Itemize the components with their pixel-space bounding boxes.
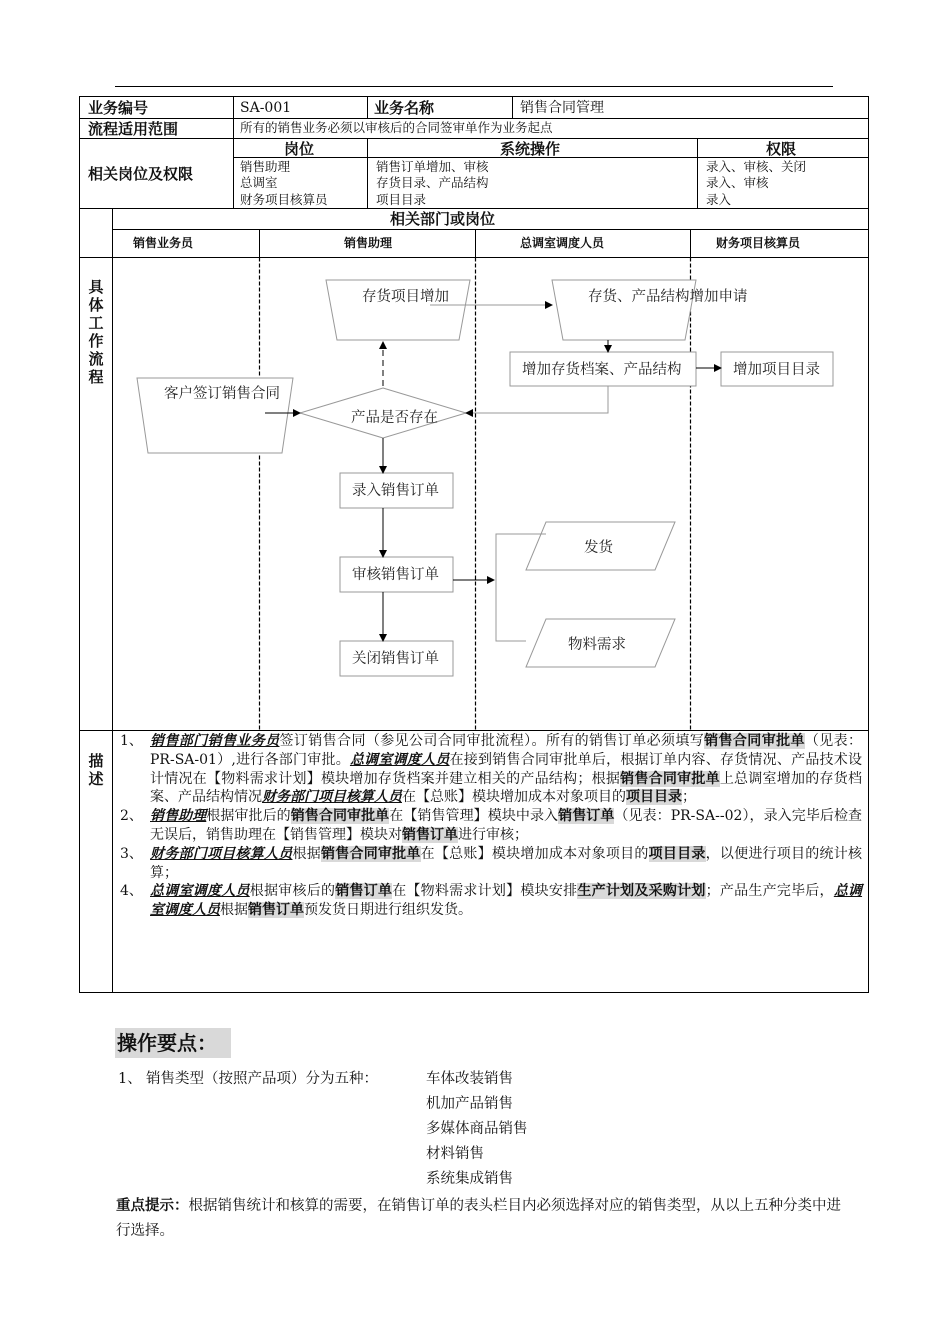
- text-segment: 上总调室增加的存货档案、产品结构情况: [150, 770, 863, 806]
- key-tip-text: 根据销售统计和核算的需要，在销售订单的表头栏目内必须选择对应的销售类型，从以上五种分类中进行选择。: [116, 1198, 841, 1239]
- text-segment: 根据: [292, 845, 321, 862]
- document-highlight: 销售合同审批单: [704, 733, 805, 749]
- role-op-1: 存货目录、产品结构: [376, 175, 489, 190]
- description-item: [120, 807, 862, 845]
- node-enter-order: 录入销售订单: [352, 483, 439, 499]
- ops-item-label: 销售类型（按照产品项）分为五种：: [146, 1071, 378, 1087]
- document-highlight: 生产计划及采购计划: [577, 883, 706, 900]
- text-segment: 在接到销售合同审批单后，根据订单内容、存货情况、产品技术设计情况在【物料需求计划】模块增加存货档案并建立相关的产品结构；根据: [150, 751, 863, 787]
- description-item-text: [150, 807, 862, 845]
- description-item-text: [150, 845, 862, 883]
- document-highlight: 销售订单: [402, 826, 458, 843]
- lane-header-assistant: 销售助理: [344, 236, 393, 250]
- text-segment: 在【销售管理】模块中录入: [389, 808, 559, 825]
- text-segment: ，以便进行项目的统计核算；: [150, 845, 863, 881]
- ops-title: 操作要点：: [115, 1028, 231, 1058]
- col-op-header: 系统操作: [500, 140, 561, 158]
- role-emphasis: 总调室调度人员: [150, 883, 863, 919]
- key-tip-label: 重点提示：: [116, 1197, 189, 1214]
- document-highlight: 销售合同审批单: [620, 770, 720, 787]
- node-add-project: 增加项目目录: [733, 362, 820, 378]
- text-segment: 在【总账】模块增加成本对象项目的: [402, 789, 626, 806]
- text-segment: 根据审核后的: [249, 883, 336, 900]
- role-emphasis: 总调室调度人员: [349, 751, 450, 768]
- biz-no-value: SA-001: [240, 100, 292, 116]
- node-inventory-add: 存货项目增加: [362, 289, 449, 305]
- sales-type-1: 机加产品销售: [426, 1096, 513, 1112]
- description-item-num: 4、: [120, 883, 143, 900]
- text-segment: 预发货日期进行组织发货。: [304, 902, 472, 919]
- text-segment: ；产品生产完毕后，: [705, 883, 834, 900]
- col-perm-header: 权限: [766, 140, 797, 158]
- role-emphasis: 总调室调度人员: [150, 883, 250, 900]
- biz-name-label: 业务名称: [374, 99, 435, 117]
- lane-header-sales: 销售业务员: [133, 236, 194, 250]
- node-add-archive: 增加存货档案、产品结构: [522, 362, 682, 378]
- text-segment: 根据: [220, 902, 248, 919]
- role-emphasis: 销售助理: [150, 808, 207, 825]
- text-segment: ；: [682, 789, 696, 806]
- text-segment: 在【总账】模块增加成本对象项目的: [420, 845, 649, 862]
- document-highlight: 销售订单: [248, 902, 304, 919]
- document-highlight: 销售合同审批单: [290, 808, 390, 825]
- description-item-num: 3、: [120, 845, 143, 862]
- node-ship: 发货: [584, 540, 613, 556]
- text-segment: 进行审核；: [458, 826, 528, 843]
- role-perm-1: 录入、审核: [706, 175, 769, 190]
- text-segment: 在【物料需求计划】模块安排: [392, 883, 578, 900]
- description-item-num: 1、: [120, 733, 143, 749]
- text-segment: （见表：PR-SA-01）,进行各部门审批。: [150, 733, 863, 768]
- role-emphasis: 销售部门销售业务员: [150, 733, 280, 749]
- sales-type-2: 多媒体商品销售: [426, 1121, 528, 1137]
- role-post-1: 总调室: [240, 175, 278, 190]
- document-highlight: 项目目录: [626, 789, 682, 806]
- document-highlight: 项目目录: [648, 845, 706, 862]
- document-highlight: 销售合同审批单: [320, 845, 421, 862]
- role-op-0: 销售订单增加、审核: [376, 159, 489, 174]
- scope-value: 所有的销售业务必须以审核后的合同签审单作为业务起点: [240, 120, 553, 135]
- document-highlight: 销售订单: [558, 808, 615, 825]
- role-op-2: 项目目录: [376, 192, 427, 207]
- role-emphasis: 财务部门项目核算人员: [262, 789, 402, 806]
- col-post-header: 岗位: [284, 140, 315, 158]
- description-item: [120, 845, 862, 883]
- biz-no-label: 业务编号: [88, 99, 149, 117]
- roles-label: 相关岗位及权限: [88, 165, 194, 183]
- text-segment: （见表：PR-SA--02），录入完毕后检查无误后，销售助理在【销售管理】模块对: [150, 808, 863, 843]
- role-post-2: 财务项目核算员: [240, 192, 328, 207]
- role-emphasis: 财务部门项目核算人员: [150, 845, 293, 862]
- document-highlight: 销售订单: [335, 883, 393, 900]
- role-post-0: 销售助理: [240, 159, 291, 174]
- description-item: [120, 882, 862, 920]
- sales-type-4: 系统集成销售: [426, 1171, 513, 1187]
- sales-type-0: 车体改装销售: [426, 1071, 513, 1087]
- description-list: [120, 732, 862, 920]
- node-inventory-request: 存货、产品结构增加申请: [588, 289, 748, 305]
- lane-header-finance: 财务项目核算员: [716, 236, 801, 250]
- flow-side-label: 具 体 工 作 流 程: [88, 278, 104, 386]
- dept-header: 相关部门或岗位: [390, 210, 496, 228]
- lane-header-dispatch: 总调室调度人员: [520, 236, 605, 250]
- description-item: [120, 732, 862, 807]
- sales-type-3: 材料销售: [426, 1146, 484, 1162]
- scope-label: 流程适用范围: [88, 120, 179, 138]
- node-material-demand: 物料需求: [568, 637, 626, 653]
- text-segment: 根据审批后的: [206, 808, 291, 825]
- node-review-order: 审核销售订单: [352, 567, 439, 583]
- role-perm-2: 录入: [706, 192, 732, 207]
- text-segment: 签订销售合同（参见公司合同审批流程）。所有的销售订单必须填写: [279, 733, 705, 749]
- role-perm-0: 录入、审核、关闭: [706, 159, 807, 174]
- ops-item-num: 1、: [118, 1071, 142, 1087]
- description-item-text: [150, 882, 862, 920]
- description-item-num: 2、: [120, 808, 143, 825]
- biz-name-value: 销售合同管理: [520, 100, 604, 116]
- desc-side-label: 描 述: [88, 752, 104, 788]
- node-close-order: 关闭销售订单: [352, 651, 439, 667]
- node-product-exists: 产品是否存在: [351, 410, 438, 426]
- description-item-text: [150, 732, 862, 807]
- node-customer-contract: 客户签订销售合同: [164, 386, 280, 402]
- key-tip: [116, 1193, 846, 1244]
